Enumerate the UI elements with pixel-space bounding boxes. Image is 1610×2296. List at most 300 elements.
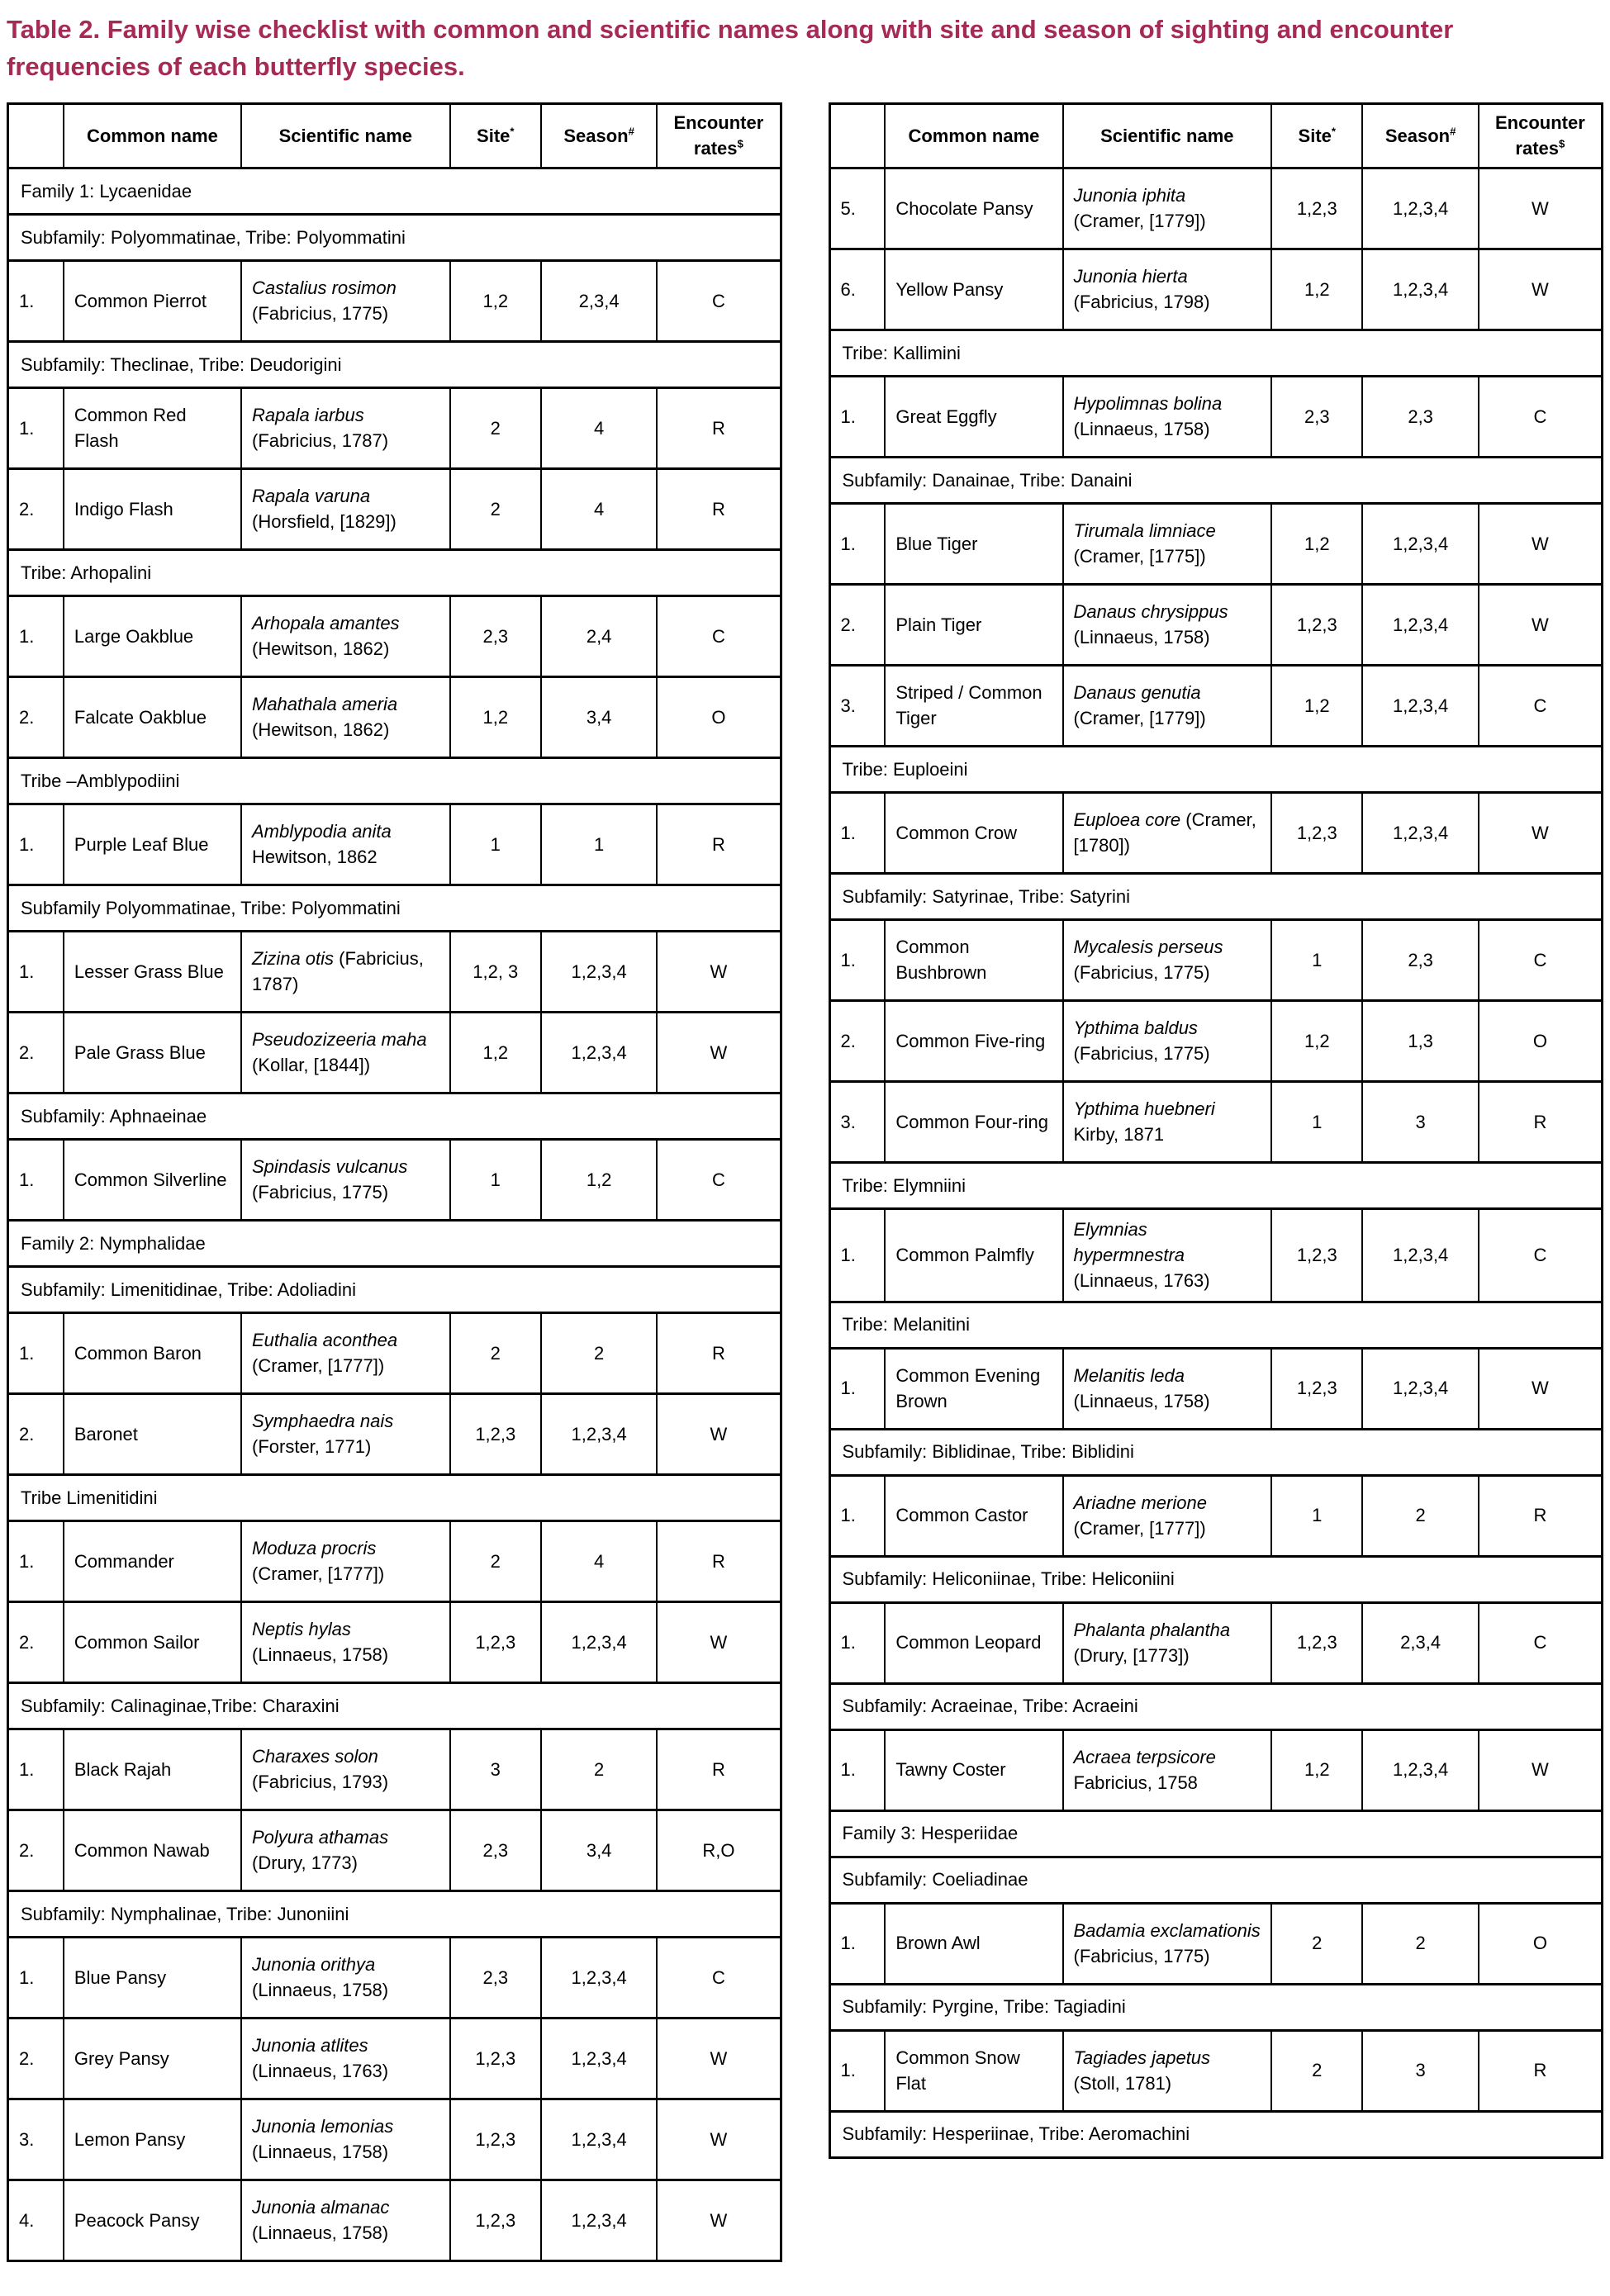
site-cell: 2 — [450, 1312, 541, 1393]
species-number-cell: 2. — [8, 1601, 64, 1682]
common-name-cell: Common Castor — [885, 1475, 1062, 1556]
scientific-name: Charaxes solon — [252, 1746, 378, 1767]
encounter-rate-cell: W — [657, 2180, 781, 2260]
species-number-cell: 1. — [8, 1729, 64, 1810]
season-cell: 1,2,3,4 — [541, 1601, 657, 1682]
species-number-cell: 1. — [829, 2030, 885, 2111]
taxon-section-label: Subfamily: Satyrinae, Tribe: Satyrini — [829, 873, 1603, 919]
encounter-rate-cell: W — [1479, 249, 1603, 330]
species-row — [8, 1601, 781, 1682]
author-citation: (Drury, [1773]) — [1073, 1645, 1190, 1667]
header-row — [8, 103, 781, 168]
taxon-section-label: Subfamily Polyommatinae, Tribe: Polyommatini — [8, 885, 781, 931]
species-row — [829, 249, 1603, 330]
scientific-name-cell — [1063, 2030, 1272, 2111]
species-row — [829, 1602, 1603, 1683]
taxon-section-label: Tribe: Elymniini — [829, 1162, 1603, 1208]
scientific-name: Castalius rosimon — [252, 278, 397, 299]
common-name-cell: Indigo Flash — [64, 468, 241, 549]
scientific-name-cell — [241, 1312, 450, 1393]
site-cell: 1,2,3 — [450, 2180, 541, 2260]
scientific-name: Rapala varuna — [252, 486, 371, 507]
scientific-name-cell — [1063, 1729, 1272, 1810]
common-name-cell: Falcate Oakblue — [64, 676, 241, 757]
checklist-table-right — [829, 102, 1604, 2159]
site-cell: 2 — [450, 387, 541, 468]
species-row — [829, 2030, 1603, 2111]
scientific-name-cell — [1063, 1348, 1272, 1429]
author-citation: (Linnaeus, 1758) — [1073, 1391, 1210, 1412]
scientific-name: Tirumala limniace — [1073, 520, 1216, 542]
scientific-name-cell — [1063, 584, 1272, 665]
col-header-scientific-name-label: Scientific name — [278, 125, 412, 146]
species-number-cell: 1. — [829, 1475, 885, 1556]
author-citation: (Linnaeus, 1763) — [252, 2061, 389, 2082]
scientific-name-cell — [241, 804, 450, 885]
season-cell: 4 — [541, 1520, 657, 1601]
common-name-cell: Common Red Flash — [64, 387, 241, 468]
species-row — [8, 2180, 781, 2260]
col-header-encounter-rates-superscript: $ — [737, 138, 743, 151]
species-row — [8, 2099, 781, 2180]
taxon-section-row — [829, 1302, 1603, 1348]
scientific-name: Danaus genutia — [1073, 682, 1201, 704]
species-number-cell: 2. — [8, 676, 64, 757]
site-cell: 1 — [1271, 1475, 1362, 1556]
author-citation: (Stoll, 1781) — [1073, 2073, 1172, 2094]
header-row — [829, 103, 1603, 168]
author-citation: (Linnaeus, 1758) — [252, 1980, 389, 2001]
scientific-name: Danaus chrysippus — [1073, 601, 1228, 623]
encounter-rate-cell: W — [1479, 168, 1603, 249]
common-name-cell: Common Sailor — [64, 1601, 241, 1682]
site-cell: 1 — [450, 1139, 541, 1220]
author-citation: (Fabricius, 1775) — [252, 303, 389, 325]
taxon-section-row — [8, 1266, 781, 1312]
taxon-section-row — [829, 2111, 1603, 2157]
site-cell: 1,2 — [1271, 1729, 1362, 1810]
season-cell: 3,4 — [541, 1810, 657, 1890]
season-cell: 4 — [541, 387, 657, 468]
scientific-name-cell — [1063, 1602, 1272, 1683]
species-number-cell: 2. — [829, 1000, 885, 1081]
site-cell: 2 — [450, 1520, 541, 1601]
author-citation: Hewitson, 1862 — [252, 847, 378, 868]
season-cell: 2,3,4 — [1362, 1602, 1478, 1683]
common-name-cell: Common Five-ring — [885, 1000, 1062, 1081]
scientific-name-cell — [1063, 376, 1272, 457]
scientific-name: Junonia atlites — [252, 2035, 368, 2056]
encounter-rate-cell: O — [1479, 1000, 1603, 1081]
taxon-section-row — [829, 1683, 1603, 1729]
species-row — [829, 1208, 1603, 1302]
taxon-section-label: Family 2: Nymphalidae — [8, 1220, 781, 1266]
col-header-site-label: Site — [477, 125, 511, 146]
species-row — [829, 168, 1603, 249]
author-citation: Fabricius, 1758 — [1073, 1772, 1198, 1794]
common-name-cell: Tawny Coster — [885, 1729, 1062, 1810]
season-cell: 3 — [1362, 2030, 1478, 2111]
scientific-name-cell — [241, 595, 450, 676]
scientific-name: Mahathala ameria — [252, 694, 398, 715]
season-cell: 3 — [1362, 1081, 1478, 1162]
common-name-cell: Chocolate Pansy — [885, 168, 1062, 249]
table-body — [829, 168, 1603, 2157]
species-number-cell: 2. — [8, 468, 64, 549]
col-header-encounter-rates-label: Encounter rates — [673, 112, 764, 159]
species-row — [8, 2018, 781, 2099]
scientific-name-cell — [241, 1810, 450, 1890]
species-row — [8, 260, 781, 341]
scientific-name: Symphaedra nais — [252, 1411, 394, 1432]
site-cell: 1,2 — [450, 260, 541, 341]
taxon-section-label: Subfamily: Heliconiinae, Tribe: Heliconiini — [829, 1556, 1603, 1602]
scientific-name: Ypthima baldus — [1073, 1018, 1198, 1039]
scientific-name-cell — [241, 260, 450, 341]
species-row — [829, 1081, 1603, 1162]
season-cell: 1,2,3,4 — [1362, 503, 1478, 584]
table-body — [8, 168, 781, 2260]
species-row — [8, 387, 781, 468]
season-cell: 1,2,3,4 — [1362, 792, 1478, 873]
scientific-name: Mycalesis perseus — [1073, 937, 1223, 958]
col-header-site-superscript: * — [1331, 125, 1337, 138]
taxon-section-label: Subfamily: Theclinae, Tribe: Deudorigini — [8, 341, 781, 387]
taxon-section-row — [8, 1682, 781, 1729]
common-name-cell: Baronet — [64, 1393, 241, 1474]
scientific-name-cell — [1063, 792, 1272, 873]
species-number-cell: 1. — [8, 260, 64, 341]
taxon-section-row — [829, 873, 1603, 919]
scientific-name-cell — [1063, 1208, 1272, 1302]
site-cell: 1,2,3 — [1271, 1208, 1362, 1302]
scientific-name-cell — [1063, 665, 1272, 746]
author-citation: (Fabricius, 1775) — [1073, 1043, 1210, 1065]
scientific-name: Hypolimnas bolina — [1073, 393, 1223, 415]
season-cell: 2 — [541, 1312, 657, 1393]
species-number-cell: 1. — [829, 919, 885, 1000]
scientific-name: Junonia orithya — [252, 1954, 376, 1976]
site-cell: 1,2,3 — [450, 1601, 541, 1682]
scientific-name-cell — [241, 1520, 450, 1601]
scientific-name-cell — [241, 468, 450, 549]
encounter-rate-cell: C — [657, 1139, 781, 1220]
common-name-cell: Common Leopard — [885, 1602, 1062, 1683]
common-name-cell: Commander — [64, 1520, 241, 1601]
encounter-rate-cell: C — [1479, 665, 1603, 746]
scientific-name-cell — [241, 676, 450, 757]
species-number-cell: 1. — [829, 1903, 885, 1984]
author-citation: (Linnaeus, 1763) — [1073, 1270, 1210, 1292]
scientific-name: Phalanta phalantha — [1073, 1619, 1231, 1640]
site-cell: 1,2,3 — [1271, 168, 1362, 249]
author-citation: (Forster, 1771) — [252, 1436, 372, 1458]
scientific-name-cell — [1063, 168, 1272, 249]
season-cell: 1,2,3,4 — [541, 931, 657, 1012]
col-header-common-name — [64, 103, 241, 168]
species-number-cell: 1. — [829, 1729, 885, 1810]
site-cell: 2,3 — [450, 1937, 541, 2018]
species-number-cell: 3. — [829, 1081, 885, 1162]
season-cell: 1,2 — [541, 1139, 657, 1220]
species-number-cell: 1. — [829, 503, 885, 584]
col-header-site-label: Site — [1298, 125, 1332, 146]
species-number-cell: 1. — [8, 387, 64, 468]
scientific-name: Junonia almanac — [252, 2197, 390, 2218]
common-name-cell: Lemon Pansy — [64, 2099, 241, 2180]
scientific-name: Polyura athamas — [252, 1827, 389, 1848]
scientific-name: Pseudozizeeria maha — [252, 1029, 427, 1051]
encounter-rate-cell: C — [657, 1937, 781, 2018]
species-number-cell: 6. — [829, 249, 885, 330]
scientific-name: Amblypodia anita — [252, 821, 392, 842]
encounter-rate-cell: W — [1479, 792, 1603, 873]
author-citation: (Fabricius, 1793) — [252, 1772, 389, 1793]
encounter-rate-cell: R — [1479, 1475, 1603, 1556]
taxon-section-row — [8, 214, 781, 260]
species-number-cell: 2. — [8, 1393, 64, 1474]
scientific-name-cell — [241, 1729, 450, 1810]
col-header-scientific-name — [241, 103, 450, 168]
species-number-cell: 1. — [8, 1520, 64, 1601]
site-cell: 1,2, 3 — [450, 931, 541, 1012]
scientific-name: Moduza procris — [252, 1538, 377, 1559]
author-citation: (Drury, 1773) — [252, 1852, 358, 1874]
taxon-section-row — [829, 1429, 1603, 1475]
common-name-cell: Blue Pansy — [64, 1937, 241, 2018]
common-name-cell: Great Eggfly — [885, 376, 1062, 457]
common-name-cell: Blue Tiger — [885, 503, 1062, 584]
taxon-section-label: Subfamily: Coeliadinae — [829, 1857, 1603, 1903]
common-name-cell: Common Crow — [885, 792, 1062, 873]
encounter-rate-cell: R — [657, 387, 781, 468]
species-row — [829, 1729, 1603, 1810]
site-cell: 1,2 — [450, 1012, 541, 1093]
season-cell: 1,2,3,4 — [541, 2180, 657, 2260]
scientific-name: Tagiades japetus — [1073, 2047, 1211, 2068]
site-cell: 1,2 — [1271, 1000, 1362, 1081]
common-name-cell: Pale Grass Blue — [64, 1012, 241, 1093]
site-cell: 2 — [1271, 1903, 1362, 1984]
season-cell: 1,2,3,4 — [1362, 665, 1478, 746]
taxon-section-label: Subfamily: Calinaginae,Tribe: Charaxini — [8, 1682, 781, 1729]
encounter-rate-cell: C — [657, 260, 781, 341]
scientific-name: Melanitis leda — [1073, 1364, 1185, 1386]
site-cell: 1,2,3 — [450, 1393, 541, 1474]
season-cell: 1,2,3,4 — [1362, 1208, 1478, 1302]
encounter-rate-cell: C — [1479, 376, 1603, 457]
site-cell: 3 — [450, 1729, 541, 1810]
site-cell: 2,3 — [1271, 376, 1362, 457]
col-header-season-label: Season — [563, 125, 629, 146]
encounter-rate-cell: R — [657, 468, 781, 549]
scientific-name: Junonia iphita — [1073, 185, 1186, 206]
author-citation: (Cramer, [1780]) — [1073, 809, 1256, 856]
species-row — [8, 1810, 781, 1890]
scientific-name-cell — [241, 2018, 450, 2099]
site-cell: 1 — [450, 804, 541, 885]
site-cell: 1,2 — [1271, 665, 1362, 746]
site-cell: 1 — [1271, 919, 1362, 1000]
col-header-common-name-label: Common name — [86, 125, 218, 146]
encounter-rate-cell: R — [657, 1729, 781, 1810]
common-name-cell: Brown Awl — [885, 1903, 1062, 1984]
scientific-name-cell — [241, 1601, 450, 1682]
encounter-rate-cell: R,O — [657, 1810, 781, 1890]
season-cell: 2 — [541, 1729, 657, 1810]
author-citation: (Cramer, [1779]) — [1073, 211, 1206, 232]
species-number-cell: 1. — [8, 1937, 64, 2018]
encounter-rate-cell: R — [657, 1520, 781, 1601]
scientific-name-cell — [1063, 1081, 1272, 1162]
col-header-season-label: Season — [1384, 125, 1451, 146]
taxon-section-row — [829, 746, 1603, 792]
scientific-name-cell — [1063, 1903, 1272, 1984]
common-name-cell: Common Palmfly — [885, 1208, 1062, 1302]
season-cell: 4 — [541, 468, 657, 549]
site-cell: 1,2 — [1271, 503, 1362, 584]
author-citation: (Fabricius, 1787) — [252, 430, 389, 452]
species-row — [8, 676, 781, 757]
site-cell: 1 — [1271, 1081, 1362, 1162]
taxon-section-row — [8, 1474, 781, 1520]
author-citation: (Kollar, [1844]) — [252, 1055, 371, 1076]
species-row — [829, 1475, 1603, 1556]
col-header-number — [829, 103, 885, 168]
taxon-section-label: Subfamily: Acraeinae, Tribe: Acraeini — [829, 1683, 1603, 1729]
scientific-name: Euploea core — [1073, 809, 1181, 831]
author-citation: (Linnaeus, 1758) — [252, 2222, 389, 2244]
site-cell: 1,2,3 — [450, 2099, 541, 2180]
species-row — [8, 1312, 781, 1393]
species-number-cell: 1. — [8, 931, 64, 1012]
season-cell: 3,4 — [541, 676, 657, 757]
encounter-rate-cell: R — [1479, 2030, 1603, 2111]
common-name-cell: Common Pierrot — [64, 260, 241, 341]
author-citation: (Linnaeus, 1758) — [1073, 627, 1210, 648]
species-number-cell: 1. — [8, 595, 64, 676]
scientific-name-cell — [1063, 249, 1272, 330]
species-row — [8, 1937, 781, 2018]
species-number-cell: 1. — [829, 792, 885, 873]
col-header-season — [1362, 103, 1478, 168]
scientific-name: Badamia exclamationis — [1073, 1919, 1261, 1941]
season-cell: 1,2,3,4 — [541, 1393, 657, 1474]
author-citation: (Fabricius, 1775) — [1073, 962, 1210, 984]
taxon-section-label: Subfamily: Biblidinae, Tribe: Biblidini — [829, 1429, 1603, 1475]
author-citation: (Hewitson, 1862) — [252, 638, 390, 660]
author-citation: (Fabricius, 1775) — [252, 1182, 389, 1203]
table-header — [8, 103, 781, 168]
taxon-section-label: Tribe Limenitidini — [8, 1474, 781, 1520]
taxon-section-label: Subfamily: Nymphalinae, Tribe: Junoniini — [8, 1890, 781, 1937]
species-number-cell: 5. — [829, 168, 885, 249]
species-number-cell: 2. — [8, 1810, 64, 1890]
scientific-name-cell — [241, 2180, 450, 2260]
season-cell: 2 — [1362, 1903, 1478, 1984]
col-header-number — [8, 103, 64, 168]
season-cell: 2 — [1362, 1475, 1478, 1556]
encounter-rate-cell: R — [1479, 1081, 1603, 1162]
scientific-name: Spindasis vulcanus — [252, 1156, 408, 1178]
species-row — [829, 1348, 1603, 1429]
taxon-section-label: Subfamily: Pyrgine, Tribe: Tagiadini — [829, 1984, 1603, 2030]
scientific-name: Junonia lemonias — [252, 2116, 394, 2137]
taxon-section-label: Subfamily: Polyommatinae, Tribe: Polyommatini — [8, 214, 781, 260]
taxon-section-row — [8, 1890, 781, 1937]
common-name-cell: Purple Leaf Blue — [64, 804, 241, 885]
encounter-rate-cell: W — [657, 931, 781, 1012]
season-cell: 1,2,3,4 — [541, 1937, 657, 2018]
col-header-site — [450, 103, 541, 168]
species-row — [829, 376, 1603, 457]
common-name-cell: Common Snow Flat — [885, 2030, 1062, 2111]
encounter-rate-cell: R — [657, 1312, 781, 1393]
author-citation: (Fabricius, 1775) — [1073, 1946, 1210, 1967]
scientific-name: Junonia hierta — [1073, 266, 1188, 287]
taxon-section-row — [8, 549, 781, 595]
taxon-section-label: Subfamily: Aphnaeinae — [8, 1093, 781, 1139]
col-header-site — [1271, 103, 1362, 168]
common-name-cell: Common Nawab — [64, 1810, 241, 1890]
species-row — [8, 1139, 781, 1220]
encounter-rate-cell: C — [1479, 1602, 1603, 1683]
common-name-cell: Peacock Pansy — [64, 2180, 241, 2260]
species-number-cell: 1. — [8, 1139, 64, 1220]
col-header-season-superscript: # — [1450, 125, 1456, 138]
common-name-cell: Large Oakblue — [64, 595, 241, 676]
season-cell: 1 — [541, 804, 657, 885]
season-cell: 1,2,3,4 — [1362, 584, 1478, 665]
common-name-cell: Common Evening Brown — [885, 1348, 1062, 1429]
taxon-section-label: Subfamily: Danainae, Tribe: Danaini — [829, 457, 1603, 503]
encounter-rate-cell: W — [657, 1393, 781, 1474]
season-cell: 1,2,3,4 — [1362, 1348, 1478, 1429]
author-citation: (Cramer, [1777]) — [252, 1355, 385, 1377]
scientific-name-cell — [241, 2099, 450, 2180]
species-row — [829, 792, 1603, 873]
col-header-scientific-name-label: Scientific name — [1100, 125, 1234, 146]
encounter-rate-cell: W — [1479, 503, 1603, 584]
taxon-section-label: Family 1: Lycaenidae — [8, 168, 781, 214]
encounter-rate-cell: W — [657, 1012, 781, 1093]
season-cell: 1,2,3,4 — [541, 2099, 657, 2180]
encounter-rate-cell: W — [1479, 1348, 1603, 1429]
site-cell: 1,2,3 — [1271, 792, 1362, 873]
scientific-name: Acraea terpsicore — [1073, 1746, 1216, 1767]
author-citation: (Fabricius, 1798) — [1073, 292, 1210, 313]
col-header-encounter-rates-label: Encounter rates — [1494, 112, 1585, 159]
season-cell: 1,2,3,4 — [541, 1012, 657, 1093]
taxon-section-row — [8, 168, 781, 214]
taxon-section-row — [8, 1220, 781, 1266]
taxon-section-row — [829, 1984, 1603, 2030]
site-cell: 2,3 — [450, 595, 541, 676]
season-cell: 1,3 — [1362, 1000, 1478, 1081]
species-row — [8, 1012, 781, 1093]
species-row — [8, 1520, 781, 1601]
author-citation: (Linnaeus, 1758) — [252, 1644, 389, 1666]
author-citation: (Linnaeus, 1758) — [1073, 419, 1210, 440]
species-number-cell: 2. — [829, 584, 885, 665]
col-header-scientific-name — [1063, 103, 1272, 168]
season-cell: 2,3 — [1362, 376, 1478, 457]
col-header-encounter-rates — [657, 103, 781, 168]
site-cell: 1,2,3 — [450, 2018, 541, 2099]
species-row — [829, 919, 1603, 1000]
taxon-section-label: Subfamily: Hesperiinae, Tribe: Aeromachini — [829, 2111, 1603, 2157]
scientific-name: Rapala iarbus — [252, 405, 364, 426]
